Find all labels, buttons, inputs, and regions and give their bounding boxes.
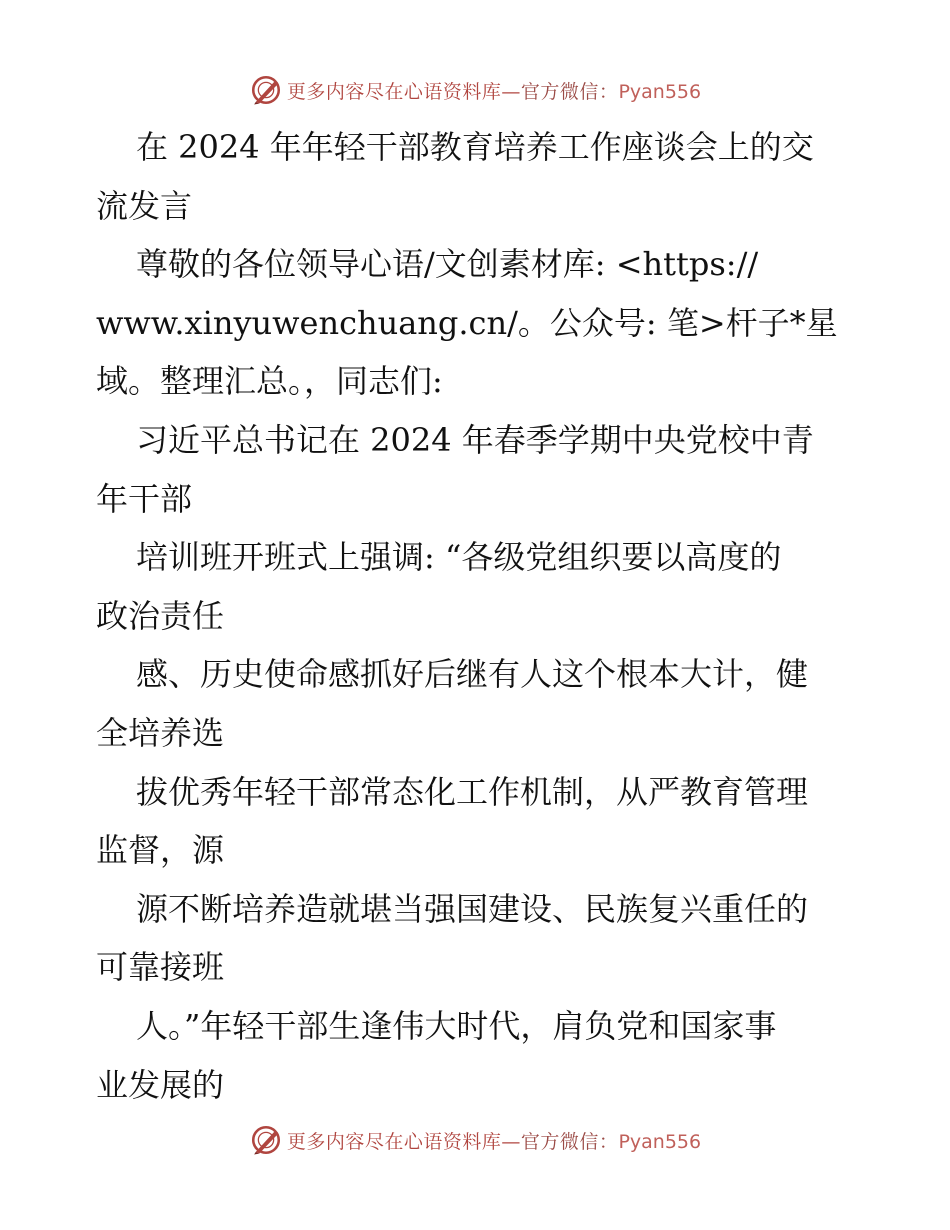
header-promo-text: 更多内容尽在心语资料库 bbox=[286, 80, 502, 103]
footer-dash: — bbox=[501, 1130, 521, 1153]
footer-wechat-id: Pyan556 bbox=[618, 1130, 702, 1153]
header-banner bbox=[0, 70, 950, 110]
pen-circle-logo-icon bbox=[249, 1123, 283, 1157]
header-dash: — bbox=[501, 80, 521, 103]
body-line-16: 人。”年轻干部生逢伟大时代，肩负党和国家事 bbox=[136, 1006, 777, 1045]
pen-circle-logo-icon bbox=[249, 73, 283, 107]
body-line-3: 尊敬的各位领导心语/文创素材库: <https:// bbox=[136, 245, 759, 284]
body-line-2: 流发言 bbox=[96, 186, 193, 225]
footer-banner bbox=[0, 1120, 950, 1160]
body-line-7: 年干部 bbox=[96, 479, 193, 518]
header-wechat-id: Pyan556 bbox=[618, 80, 702, 103]
body-line-1: 在 2024 年年轻干部教育培养工作座谈会上的交 bbox=[136, 128, 814, 166]
body-line-8: 培训班开班式上强调: “各级党组织要以高度的 bbox=[136, 538, 782, 577]
body-line-9: 政治责任 bbox=[96, 596, 225, 635]
header-wechat-label: 官方微信： bbox=[520, 80, 619, 103]
body-line-13: 监督，源 bbox=[96, 831, 225, 870]
body-line-5: 域。整理汇总。，同志们: bbox=[96, 362, 443, 401]
body-line-12: 拔优秀年轻干部常态化工作机制，从严教育管理 bbox=[136, 772, 809, 811]
body-line-15: 可靠接班 bbox=[96, 948, 225, 987]
body-line-4: www.xinyuwenchuang.cn/。公众号: 笔>杆子*星 bbox=[96, 303, 838, 342]
body-line-10: 感、历史使命感抓好后继有人这个根本大计，健 bbox=[136, 655, 809, 694]
document-body bbox=[96, 118, 856, 1114]
body-line-17: 业发展的 bbox=[96, 1065, 225, 1104]
body-line-6: 习近平总书记在 2024 年春季学期中央党校中青 bbox=[136, 420, 814, 459]
footer-promo bbox=[287, 1127, 701, 1154]
body-line-14: 源不断培养造就堪当强国建设、民族复兴重任的 bbox=[136, 889, 809, 928]
footer-wechat-label: 官方微信： bbox=[520, 1130, 619, 1153]
header-promo bbox=[287, 77, 701, 104]
body-line-11: 全培养选 bbox=[96, 713, 225, 752]
footer-promo-text: 更多内容尽在心语资料库 bbox=[286, 1130, 502, 1153]
